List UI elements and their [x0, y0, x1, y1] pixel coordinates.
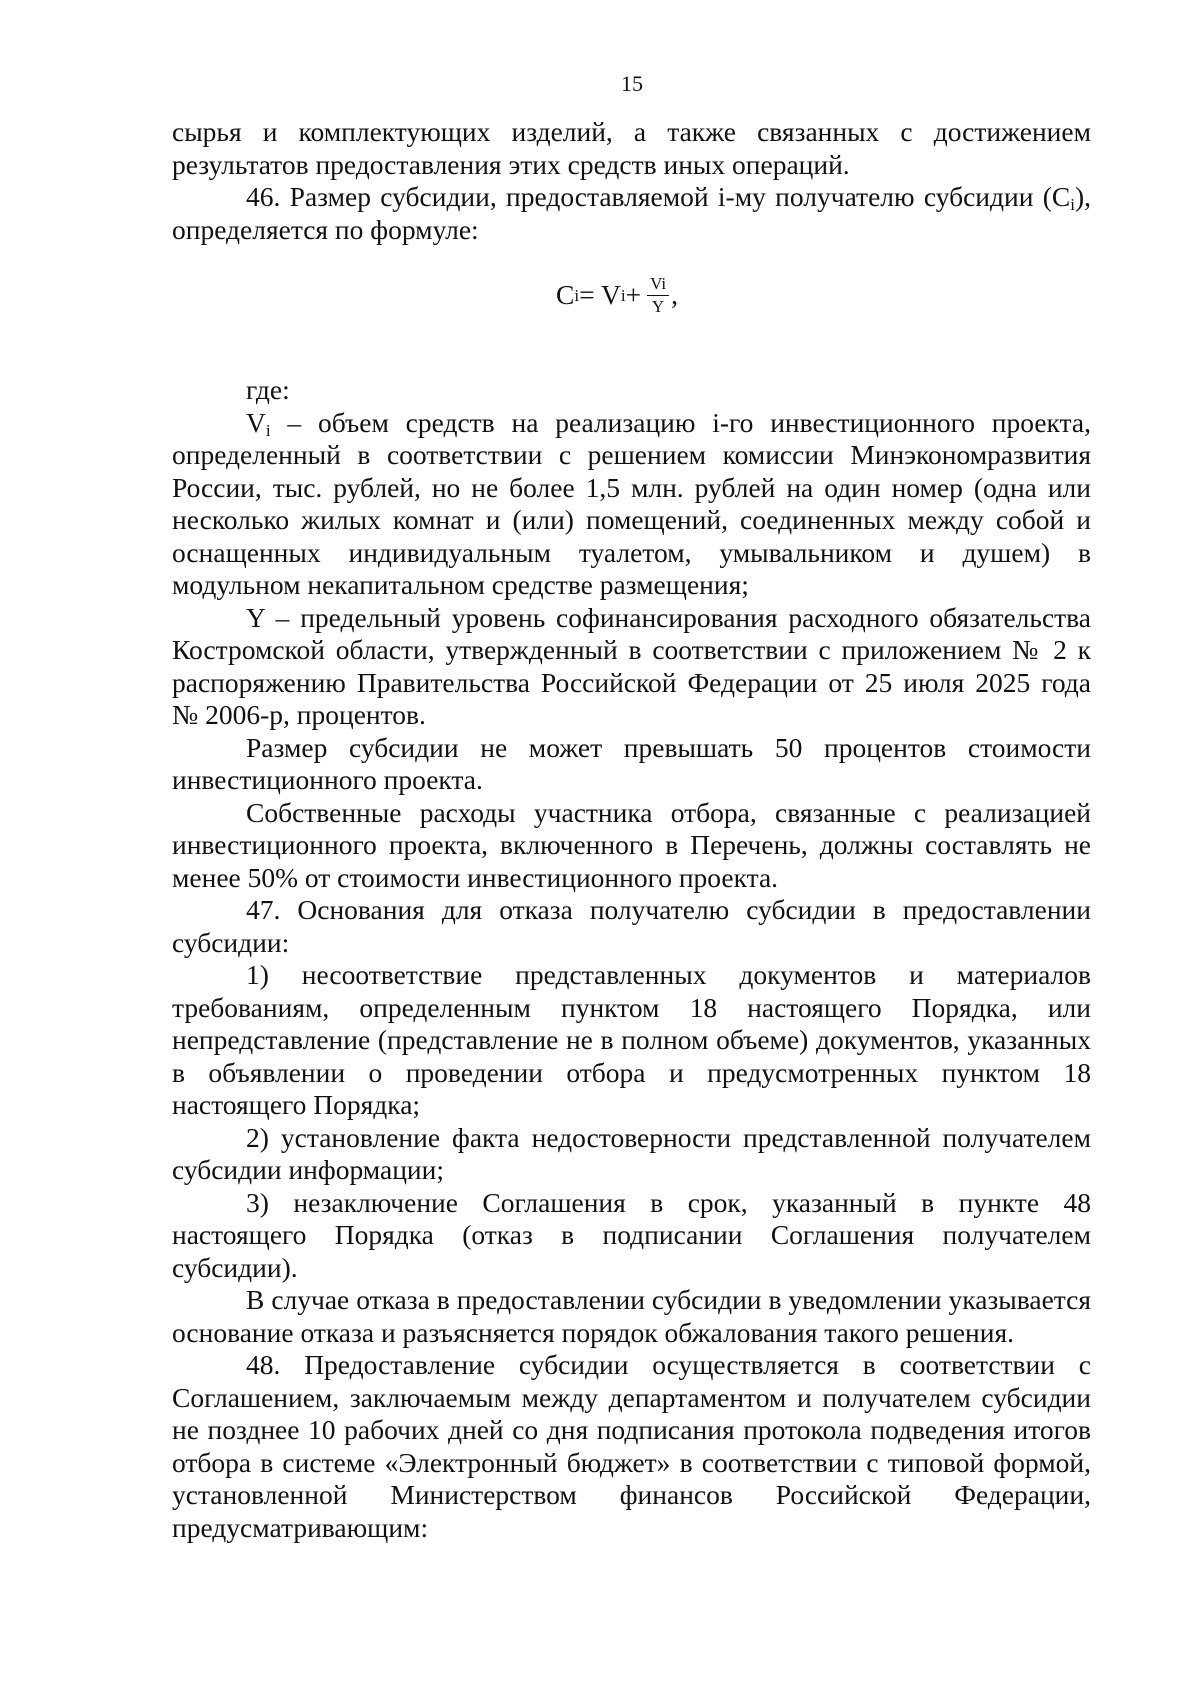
- subsidy-formula: [172, 246, 1091, 374]
- paragraph-refusal: В случае отказа в предоставлении субсидии в уведомлении указывается основание отказа и разъясняется порядок обжалования такого решения.: [172, 1284, 1091, 1348]
- page-number: 15: [621, 71, 643, 96]
- definition-v: [172, 407, 1091, 602]
- formula-lhs: C: [556, 279, 575, 311]
- paragraph-continuation: сырья и комплектующих изделий, а также связанных с достижением результатов предоставления этих средств иных операций.: [172, 116, 1091, 180]
- paragraph-46-text: 46. Размер субсидии, предоставляемой i-му получателю субсидии (C: [246, 181, 1071, 212]
- definition-v-subscript: i: [265, 420, 271, 440]
- formula-fraction: [647, 274, 669, 317]
- formula-eq: = V: [579, 279, 621, 311]
- definition-v-text: – объем средств на реализацию i-го инвестиционного проекта, определенный в соответствии с решением комиссии Минэкономразвития России, тыс. рублей, но не более 1,5 млн. рублей на один номер (одна или несколько жилых комнат и (или) помещений, соединенных между собой и оснащенных индивидуальным туалетом, умывальником и душем) в модульном некапитальном средстве размещения;: [172, 406, 1091, 600]
- paragraph-46: [172, 181, 1091, 246]
- paragraph-47-item-2: 2) установление факта недостоверности представленной получателем субсидии информации;: [172, 1121, 1091, 1185]
- paragraph-47-item-3: 3) незаключение Соглашения в срок, указанный в пункте 48 настоящего Порядка (отказ в подписании Соглашения получателем субсидии).: [172, 1186, 1091, 1283]
- paragraph-size-limit: Размер субсидии не может превышать 50 процентов стоимости инвестиционного проекта.: [172, 731, 1091, 795]
- formula-denominator: Y: [651, 297, 665, 316]
- formula-comma: ,: [671, 279, 678, 311]
- document-body: [172, 116, 1091, 1544]
- paragraph-47: 47. Основания для отказа получателю субсидии в предоставлении субсидии:: [172, 894, 1091, 958]
- paragraph-47-item-1: 1) несоответствие представленных документов и материалов требованиям, определенным пунктом 18 настоящего Порядка, или непредставление (представление не в полном объеме) документов, указанных в объявлении о проведении отбора и предусмотренных пунктом 18 настоящего Порядка;: [172, 959, 1091, 1120]
- fraction-bar: [647, 295, 669, 296]
- formula-plus: +: [625, 279, 642, 311]
- definition-y: Y – предельный уровень софинансирования расходного обязательства Костромской области, утвержденный в соответствии с приложением № 2 к распоряжению Правительства Российской Федерации от 25 июля 2025 года № 2006-р, процентов.: [172, 601, 1091, 730]
- formula-expression: C i = V i + $\frac{Vi}{Y}$ ,: [556, 274, 678, 316]
- paragraph-own-costs: Собственные расходы участника отбора, связанные с реализацией инвестиционного проекта, включенного в Перечень, должны составлять не менее 50% от стоимости инвестиционного проекта.: [172, 796, 1091, 893]
- where-label: где:: [246, 374, 290, 405]
- definition-v-symbol: V: [246, 406, 266, 438]
- paragraph-46-subscript: i: [1070, 195, 1075, 214]
- paragraph-46-tail: ), определяется по формуле:: [172, 181, 1091, 245]
- formula-numerator: Vi: [650, 274, 667, 293]
- paragraph-48: 48. Предоставление субсидии осуществляется в соответствии с Соглашением, заключаемым между департаментом и получателем субсидии не позднее 10 рабочих дней со дня подписания протокола подведения итогов отбора в системе «Электронный бюджет» в соответствии с типовой формой, установленной Министерством финансов Российской Федерации, предусматривающим:: [172, 1349, 1091, 1543]
